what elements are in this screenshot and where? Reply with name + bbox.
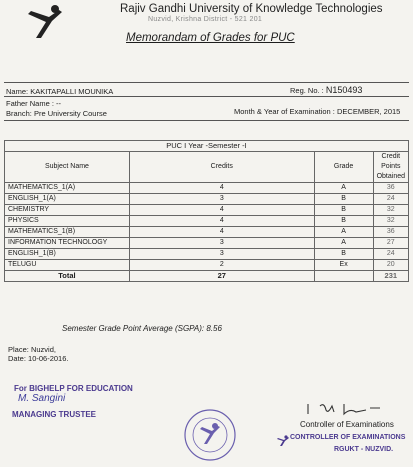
subject-cell: MATHEMATICS_1(B): [5, 227, 130, 238]
total-points: 231: [373, 271, 408, 282]
table-row: [5, 249, 409, 260]
table-row: [5, 183, 409, 194]
subject-cell: ENGLISH_1(B): [5, 249, 130, 260]
memo-title: Memorandam of Grades for PUC: [126, 32, 295, 44]
credits-cell: 2: [129, 260, 314, 271]
grade-cell: B: [314, 194, 373, 205]
header-points: Credit Points Obtained: [373, 152, 408, 183]
reg-label: Reg. No. :: [290, 86, 324, 95]
trustee-signature: M. Sangini: [18, 393, 66, 404]
table-caption: PUC I Year -Semester -I: [5, 141, 409, 152]
credits-cell: 3: [129, 238, 314, 249]
father-line: [6, 99, 61, 108]
trust-stamp-line1: For BIGHELP FOR EDUCATION: [14, 384, 133, 393]
name-label: Name:: [6, 87, 29, 96]
divider-name: [4, 96, 409, 97]
credits-cell: 4: [129, 183, 314, 194]
subject-cell: INFORMATION TECHNOLOGY: [5, 238, 130, 249]
subject-cell: CHEMISTRY: [5, 205, 130, 216]
grade-cell: A: [314, 183, 373, 194]
student-name: KAKITAPALLI MOUNIKA: [30, 87, 114, 96]
name-line: [6, 87, 113, 96]
points-cell: 27: [373, 238, 408, 249]
sgpa-value: 8.56: [206, 324, 222, 333]
divider-top: [4, 82, 409, 83]
controller-signature: [300, 400, 390, 416]
table-row: [5, 238, 409, 249]
controller-stamp-emblem: [276, 434, 290, 446]
table-row: [5, 205, 409, 216]
grade-cell: B: [314, 216, 373, 227]
subject-cell: MATHEMATICS_1(A): [5, 183, 130, 194]
total-grade-empty: [314, 271, 373, 282]
running-figure-logo-icon: [24, 2, 68, 42]
table-row: [5, 194, 409, 205]
points-cell: 32: [373, 216, 408, 227]
credits-cell: 4: [129, 216, 314, 227]
place-value: Nuzvid,: [30, 345, 56, 354]
table-row: [5, 227, 409, 238]
trust-stamp-line2: MANAGING TRUSTEE: [12, 410, 96, 419]
sgpa-line: [62, 324, 222, 333]
university-logo: [24, 2, 68, 42]
subject-cell: ENGLISH_1(A): [5, 194, 130, 205]
place-line: [8, 345, 56, 354]
grade-cell: A: [314, 238, 373, 249]
grades-table: [4, 140, 409, 282]
points-cell: 36: [373, 183, 408, 194]
university-address: Nuzvid, Krishna District - 521 201: [148, 16, 263, 23]
points-cell: 36: [373, 227, 408, 238]
points-cell: 24: [373, 194, 408, 205]
grade-cell: B: [314, 205, 373, 216]
date-value: 10-06-2016.: [28, 354, 69, 363]
credits-cell: 3: [129, 249, 314, 260]
header-subject: Subject Name: [5, 152, 130, 183]
father-label: Father Name :: [6, 99, 54, 108]
university-seal: [183, 408, 237, 462]
total-label: Total: [5, 271, 130, 282]
branch-line: [6, 109, 107, 118]
reg-line: [290, 85, 362, 95]
date-line: [8, 354, 68, 363]
grade-rows: [5, 183, 409, 271]
branch-label: Branch:: [6, 109, 32, 118]
grade-cell: Ex: [314, 260, 373, 271]
exam-line: [234, 107, 400, 116]
exam-value: DECEMBER, 2015: [337, 107, 401, 116]
table-row: [5, 216, 409, 227]
grade-cell: B: [314, 249, 373, 260]
reg-number: N150493: [325, 85, 363, 95]
father-name: --: [56, 99, 62, 108]
credits-cell: 4: [129, 227, 314, 238]
signature-scribble-icon: [300, 400, 390, 416]
credits-cell: 4: [129, 205, 314, 216]
points-cell: 20: [373, 260, 408, 271]
seal-icon: [183, 408, 237, 462]
branch-value: Pre University Course: [33, 109, 107, 118]
place-label: Place:: [8, 345, 29, 354]
controller-label: Controller of Examinations: [300, 420, 394, 429]
table-header-row: [5, 152, 409, 183]
controller-stamp-line1: CONTROLLER OF EXAMINATIONS: [290, 434, 406, 441]
subject-cell: TELUGU: [5, 260, 130, 271]
header-grade: Grade: [314, 152, 373, 183]
table-caption-row: [5, 141, 409, 152]
grade-cell: A: [314, 227, 373, 238]
stamp-figure-icon: [276, 435, 290, 447]
divider-branch: [4, 120, 409, 121]
controller-stamp-line2: RGUKT - NUZVID.: [334, 446, 394, 453]
subject-cell: PHYSICS: [5, 216, 130, 227]
date-label: Date:: [8, 354, 26, 363]
exam-label: Month & Year of Examination :: [234, 107, 335, 116]
table-row: [5, 260, 409, 271]
credits-cell: 3: [129, 194, 314, 205]
points-cell: 32: [373, 205, 408, 216]
points-cell: 24: [373, 249, 408, 260]
sgpa-label: Semester Grade Point Average (SGPA):: [62, 324, 205, 333]
total-credits: 27: [129, 271, 314, 282]
header-credits: Credits: [129, 152, 314, 183]
university-name: Rajiv Gandhi University of Knowledge Technologies: [120, 3, 383, 15]
total-row: [5, 271, 409, 282]
